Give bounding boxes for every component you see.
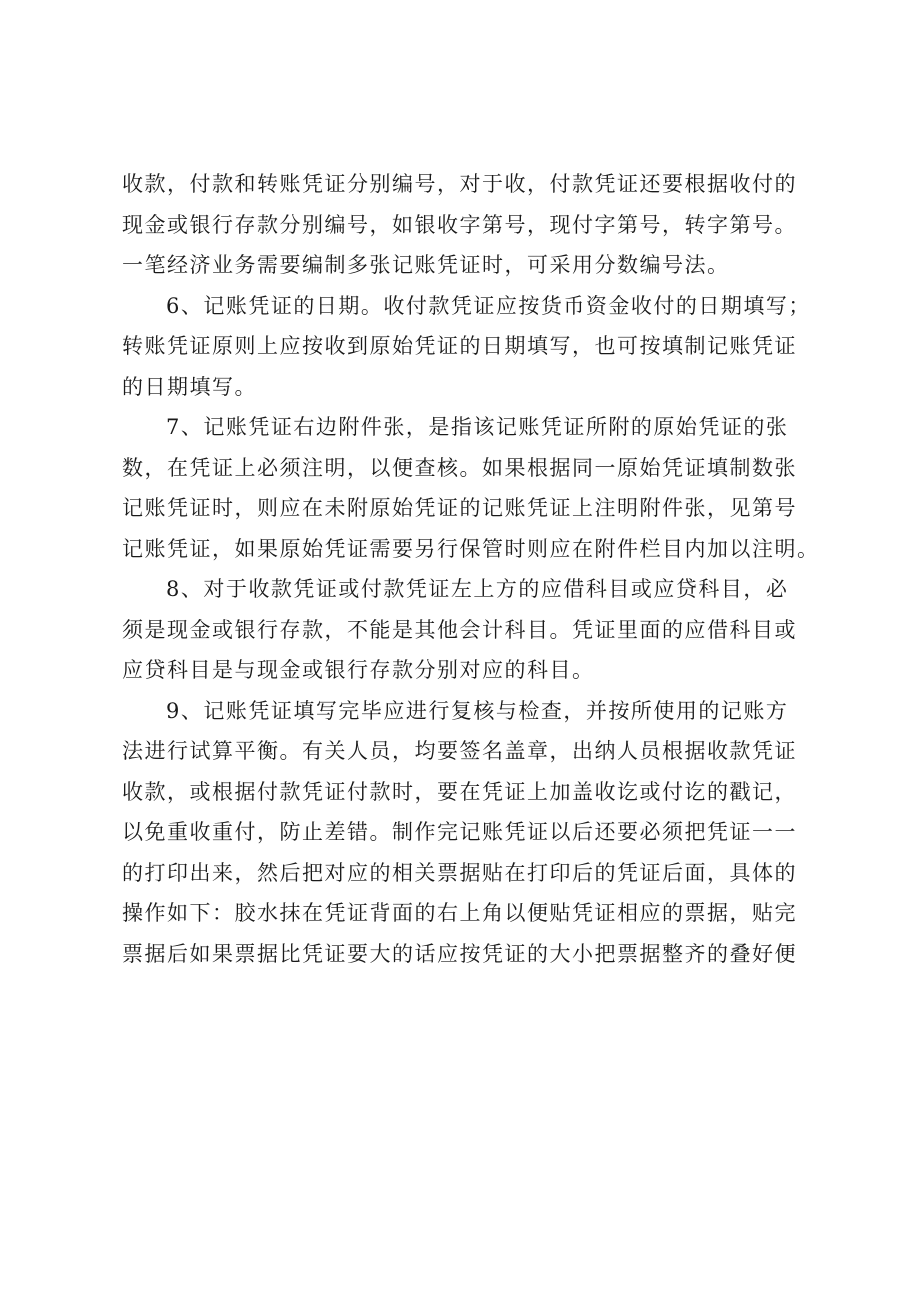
text-line: 操作如下：胶水抹在凭证背面的右上角以便贴凭证相应的票据，贴完 (122, 901, 797, 925)
text-line: 现金或银行存款分别编号，如银收字第号，现付字第号，转字第号。 (122, 212, 797, 237)
text-line: 法进行试算平衡。有关人员，均要签名盖章，出纳人员根据收款凭证 (122, 739, 797, 763)
text-line: 须是现金或银行存款，不能是其他会计科目。凭证里面的应借科目或 (122, 617, 797, 642)
body-text (122, 164, 832, 974)
text-line: 的打印出来，然后把对应的相关票据贴在打印后的凭证后面，具体的 (122, 860, 797, 885)
text-line: 记账凭证时，则应在未附原始凭证的记账凭证上注明附件张，见第号 (122, 496, 797, 520)
text-line: 票据后如果票据比凭证要大的话应按凭证的大小把票据整齐的叠好便 (122, 941, 797, 966)
text-line: 记账凭证，如果原始凭证需要另行保管时则应在附件栏目内加以注明。 (122, 536, 820, 561)
text-line: 以免重收重付，防止差错。制作完记账凭证以后还要必须把凭证一一 (122, 820, 797, 844)
text-line: 数，在凭证上必须注明，以便查核。如果根据同一原始凭证填制数张 (122, 455, 797, 480)
text-line: 转账凭证原则上应按收到原始凭证的日期填写，也可按填制记账凭证 (122, 334, 797, 358)
text-line: 应贷科目是与现金或银行存款分别对应的科目。 (122, 658, 595, 682)
paragraph-9-start: 9、记账凭证填写完毕应进行复核与检查，并按所使用的记账方 (166, 698, 789, 723)
text-line: 一笔经济业务需要编制多张记账凭证时，可采用分数编号法。 (122, 253, 730, 277)
text-line: 收款，付款和转账凭证分别编号，对于收，付款凭证还要根据收付的 (122, 172, 797, 196)
paragraph-7-start: 7、记账凭证右边附件张，是指该记账凭证所附的原始凭证的张 (166, 415, 789, 439)
paragraph-8-start: 8、对于收款凭证或付款凭证左上方的应借科目或应贷科目，必 (166, 577, 789, 601)
paragraph-6-start: 6、记账凭证的日期。收付款凭证应按货币资金收付的日期填写； (166, 293, 811, 318)
text-line: 收款，或根据付款凭证付款时，要在凭证上加盖收讫或付讫的戳记， (122, 779, 797, 804)
text-line: 的日期填写。 (122, 374, 257, 399)
